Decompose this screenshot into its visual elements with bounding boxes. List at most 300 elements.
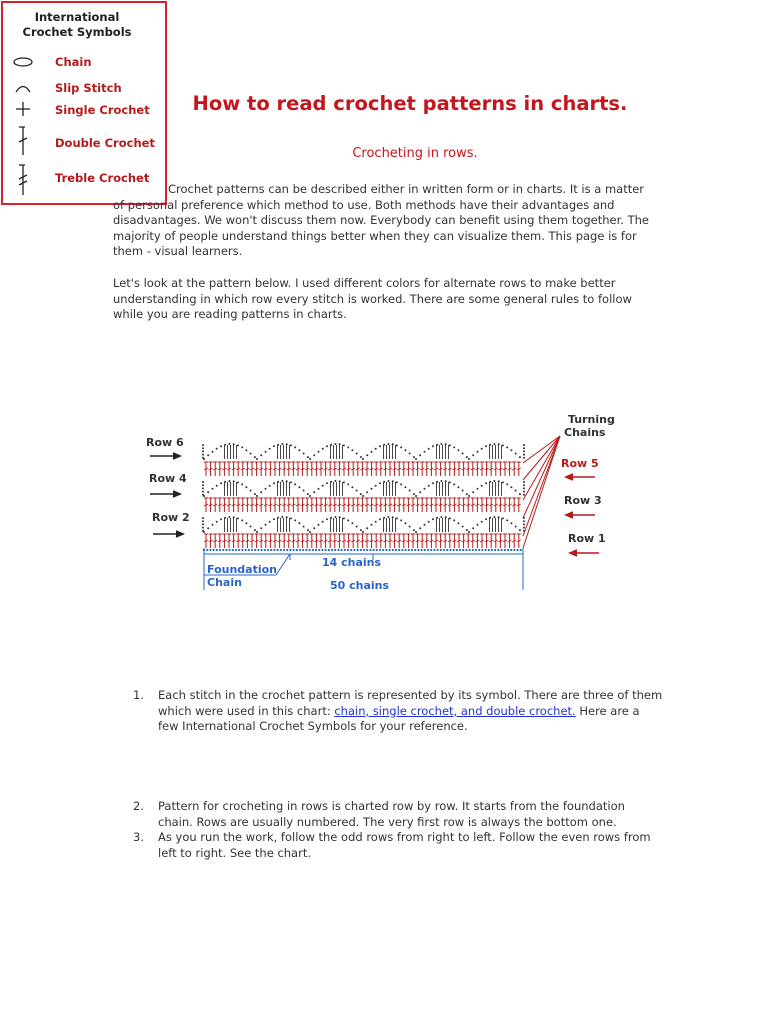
chain-stitch	[419, 527, 421, 529]
symbols-link[interactable]: chain, single crochet, and double crochet.	[334, 703, 576, 718]
chain-stitch	[515, 453, 517, 455]
chain-stitch	[356, 526, 358, 528]
chain-stitch	[379, 482, 381, 484]
chain-stitch	[513, 549, 515, 551]
slip-stitch-icon	[11, 77, 35, 99]
chain-stitch	[344, 549, 346, 551]
chain-stitch	[437, 549, 439, 551]
chain-stitch	[254, 549, 256, 551]
chain-stitch	[351, 449, 353, 451]
chain-stitch	[481, 521, 483, 523]
chain-stitch	[360, 493, 362, 495]
chain-stitch	[510, 549, 512, 551]
chain-stitch	[379, 445, 381, 447]
chain-stitch	[515, 526, 517, 528]
chain-stitch	[293, 549, 295, 551]
second-paragraph: Let's look at the pattern below. I used different colors for alternate rows to make better understanding in which row every stitch is worked. There are some general rules to follow while you are reading patterns in charts.	[113, 276, 632, 322]
chain-stitch	[273, 518, 275, 520]
legend-label: Double Crochet	[55, 136, 155, 150]
chain-stitch	[256, 458, 258, 460]
turning-chain-stitch	[202, 454, 204, 456]
chain-stitch	[216, 549, 218, 551]
list-item	[133, 830, 663, 861]
legend-item-chain	[3, 51, 165, 73]
intro-paragraph: Crochet patterns can be described either in written form or in charts. It is a matter of personal preference which method to use. Both methods have their advantages and disadvantages. We won't discuss them now. Everybody can benefit using them together. The majority of people understand things better when they can visualize them. This page is for them - visual learners.	[113, 182, 649, 259]
arrow-right-icon	[153, 531, 183, 537]
chain-stitch	[267, 549, 269, 551]
chain-stitch	[415, 531, 417, 533]
chain-stitch	[280, 549, 282, 551]
chain-stitch	[222, 549, 224, 551]
chain-stitch	[261, 549, 263, 551]
turning-chain-stitch	[202, 520, 204, 522]
chain-stitch	[493, 480, 495, 482]
legend-label: Treble Crochet	[55, 171, 150, 185]
legend-label: Slip Stitch	[55, 81, 122, 95]
chain-stitch	[347, 446, 349, 448]
chain-stitch	[457, 449, 459, 451]
chain-stitch	[241, 446, 243, 448]
chain-stitch	[466, 456, 468, 458]
chain-stitch	[312, 549, 314, 551]
chain-stitch	[326, 518, 328, 520]
chain-stitch	[497, 549, 499, 551]
chain-stitch	[457, 486, 459, 488]
fourteen-chains-label: 14 chains	[322, 556, 382, 569]
single-crochet-icon	[11, 99, 35, 121]
chain-stitch	[472, 454, 474, 456]
turning-chain-stitch	[202, 457, 204, 459]
chain-stitch	[219, 549, 221, 551]
chain-stitch	[409, 526, 411, 528]
turning-chain-stitch	[523, 450, 525, 452]
chain-stitch	[493, 443, 495, 445]
row-label-2: Row 2	[152, 511, 190, 524]
chain-stitch	[440, 516, 442, 518]
chain-stitch	[307, 529, 309, 531]
chain-stitch	[414, 549, 416, 551]
chain-stitch	[343, 444, 345, 446]
chain-stitch	[241, 483, 243, 485]
chain-stitch	[307, 493, 309, 495]
chain-stitch	[228, 480, 230, 482]
chain-stitch	[334, 549, 336, 551]
row-label-6: Row 6	[146, 436, 184, 449]
chain-stitch	[400, 446, 402, 448]
chain-stitch	[216, 485, 218, 487]
chain-stitch	[371, 451, 373, 453]
chain-stitch	[475, 549, 477, 551]
chain-stitch	[468, 495, 470, 497]
chain-stitch	[318, 451, 320, 453]
chain-stitch	[207, 454, 209, 456]
chain-stitch	[281, 516, 283, 518]
list-item-text: Pattern for crocheting in rows is charted row by row. It starts from the foundation chain. Rows are usually numbered. The very first row is always the bottom one.	[158, 799, 625, 829]
chain-stitch	[506, 446, 508, 448]
turning-chain-stitch	[202, 517, 204, 519]
chain-stitch	[220, 482, 222, 484]
chain-stitch	[510, 522, 512, 524]
chain-stitch	[504, 549, 506, 551]
chain-stitch	[459, 549, 461, 551]
instruction-list-2	[133, 799, 663, 861]
chain-stitch	[449, 444, 451, 446]
chain-stitch	[254, 493, 256, 495]
chain-stitch	[347, 483, 349, 485]
chain-stitch	[248, 549, 250, 551]
chain-stitch	[401, 549, 403, 551]
chain-stitch	[269, 485, 271, 487]
chain-stitch	[334, 516, 336, 518]
chain-stitch	[404, 522, 406, 524]
chain-stitch	[415, 495, 417, 497]
symbol-legend	[1, 1, 167, 205]
row-label-5: Row 5	[561, 457, 599, 470]
chain-stitch	[453, 483, 455, 485]
chain-stitch	[260, 491, 262, 493]
turning-chain-stitch	[523, 523, 525, 525]
chain-stitch	[250, 453, 252, 455]
chain-stitch	[290, 481, 292, 483]
chain-stitch	[207, 527, 209, 529]
chain-stitch	[273, 445, 275, 447]
chain-stitch	[237, 481, 239, 483]
chain-stitch	[362, 458, 364, 460]
chain-stitch	[277, 549, 279, 551]
chain-stitch	[356, 453, 358, 455]
page-subtitle: Crocheting in rows.	[352, 146, 478, 161]
chain-stitch	[313, 491, 315, 493]
chain-stitch	[515, 490, 517, 492]
chain-stitch	[322, 521, 324, 523]
chain-stitch	[286, 549, 288, 551]
legend-item-single-crochet	[3, 99, 165, 121]
chain-stitch	[369, 549, 371, 551]
arrow-right-icon	[150, 491, 180, 497]
chain-stitch	[256, 495, 258, 497]
turning-chain-pointers	[523, 436, 560, 548]
chain-stitch	[313, 454, 315, 456]
chain-stitch	[351, 522, 353, 524]
legend-title: International Crochet Symbols	[22, 10, 132, 39]
chain-stitch	[298, 486, 300, 488]
chain-stitch	[315, 549, 317, 551]
chain-stitch	[449, 549, 451, 551]
chain-stitch	[212, 488, 214, 490]
legend-label: Single Crochet	[55, 103, 150, 117]
legend-item-double-crochet	[3, 125, 165, 157]
chain-stitch	[264, 549, 266, 551]
chain-stitch	[265, 451, 267, 453]
chain-stitch	[294, 446, 296, 448]
chain-stitch	[462, 453, 464, 455]
chain-stitch	[347, 549, 349, 551]
chain-stitch	[303, 490, 305, 492]
chain-stitch	[396, 517, 398, 519]
turning-chain-stitch	[202, 450, 204, 452]
chain-stitch	[273, 549, 275, 551]
fifty-chains-label: 50 chains	[330, 579, 390, 592]
chain-stitch	[265, 488, 267, 490]
chain-stitch	[298, 449, 300, 451]
chain-stitch	[212, 524, 214, 526]
chain-stitch	[270, 549, 272, 551]
chain-stitch	[216, 521, 218, 523]
chain-stitch	[462, 526, 464, 528]
chain-stitch	[299, 549, 301, 551]
chain-stitch	[241, 519, 243, 521]
chain-stitch	[387, 480, 389, 482]
chain-stitch	[408, 549, 410, 551]
chain-stitch	[206, 549, 208, 551]
chain-stitch	[430, 549, 432, 551]
turning-chain-stitch	[523, 447, 525, 449]
chain-stitch	[290, 517, 292, 519]
chain-stitch	[520, 549, 522, 551]
list-number: 3.	[133, 830, 144, 845]
chain-stitch	[360, 549, 362, 551]
turning-chain-stitch	[202, 530, 204, 532]
turning-chain-stitch	[202, 491, 204, 493]
legend-label: Chain	[55, 55, 92, 69]
chain-stitch	[373, 549, 375, 551]
chain-stitch	[477, 451, 479, 453]
chain-stitch	[326, 482, 328, 484]
chain-stitch	[493, 516, 495, 518]
chain-stitch	[428, 521, 430, 523]
list-item	[133, 688, 663, 735]
chain-stitch	[357, 549, 359, 551]
chain-stitch	[502, 481, 504, 483]
chain-stitch	[318, 488, 320, 490]
chain-stitch	[392, 549, 394, 551]
turning-chain-stitch	[202, 523, 204, 525]
double-crochet-icon	[11, 125, 35, 157]
chain-stitch	[419, 491, 421, 493]
chain-stitch	[269, 521, 271, 523]
chain-stitch	[466, 493, 468, 495]
chain-stitch	[228, 443, 230, 445]
treble-crochet-icon	[11, 163, 35, 197]
chain-stitch	[398, 549, 400, 551]
chain-stitch	[427, 549, 429, 551]
chain-stitch	[465, 549, 467, 551]
foundation-chain-label: Foundation Chain	[207, 563, 278, 589]
chain-stitch	[303, 526, 305, 528]
list-item-text: Here are a few International Crochet Symbols for your reference.	[158, 703, 640, 734]
turning-chain-stitch	[523, 520, 525, 522]
instruction-list-1	[133, 688, 663, 735]
chain-stitch	[343, 517, 345, 519]
turning-chain-stitch	[523, 494, 525, 496]
arrow-left-icon	[566, 474, 595, 480]
row-label-3: Row 3	[564, 494, 602, 507]
chain-stitch	[238, 549, 240, 551]
chain-stitch	[220, 445, 222, 447]
chain-stitch	[517, 549, 519, 551]
chain-stitch	[366, 491, 368, 493]
chain-stitch	[389, 549, 391, 551]
chain-stitch	[241, 549, 243, 551]
chain-stitch	[472, 527, 474, 529]
chain-stitch	[228, 516, 230, 518]
chain-stitch	[307, 456, 309, 458]
chain-stitch	[501, 549, 503, 551]
chain-stitch	[502, 444, 504, 446]
chain-stitch	[303, 453, 305, 455]
chain-stitch	[207, 491, 209, 493]
chain-stitch	[375, 485, 377, 487]
chain-stitch	[376, 549, 378, 551]
chain-stitch	[477, 524, 479, 526]
chain-stitch	[462, 549, 464, 551]
chain-stitch	[322, 485, 324, 487]
chain-stitch	[506, 519, 508, 521]
chain-stitch	[396, 444, 398, 446]
turning-chain-stitch	[202, 484, 204, 486]
chain-stitch	[254, 529, 256, 531]
chain-stitch	[449, 517, 451, 519]
chain-stitch	[366, 549, 368, 551]
chain-stitch	[432, 482, 434, 484]
chain-stitch	[281, 443, 283, 445]
chain-stitch	[326, 445, 328, 447]
turning-chain-stitch	[202, 481, 204, 483]
chain-stitch	[506, 483, 508, 485]
chain-stitch	[411, 549, 413, 551]
chain-icon	[11, 51, 35, 73]
chain-stitch	[328, 549, 330, 551]
chain-stitch	[387, 443, 389, 445]
chain-stitch	[468, 458, 470, 460]
chain-stitch	[334, 443, 336, 445]
chain-stitch	[294, 519, 296, 521]
chart-stitches	[202, 443, 525, 551]
chain-stitch	[485, 445, 487, 447]
chain-stitch	[375, 448, 377, 450]
chain-stitch	[318, 549, 320, 551]
chain-stitch	[325, 549, 327, 551]
chain-stitch	[281, 480, 283, 482]
chain-stitch	[396, 481, 398, 483]
chain-stitch	[478, 549, 480, 551]
chain-stitch	[321, 549, 323, 551]
chain-stitch	[302, 549, 304, 551]
chain-stitch	[309, 531, 311, 533]
legend-item-slip-stitch	[3, 77, 165, 99]
chain-stitch	[257, 549, 259, 551]
chain-stitch	[366, 527, 368, 529]
chain-stitch	[366, 454, 368, 456]
chain-stitch	[245, 549, 247, 551]
chain-stitch	[446, 549, 448, 551]
chain-stitch	[371, 524, 373, 526]
chain-stitch	[462, 490, 464, 492]
chain-stitch	[519, 529, 521, 531]
chain-stitch	[428, 485, 430, 487]
chain-stitch	[413, 456, 415, 458]
chain-stitch	[237, 444, 239, 446]
chain-stitch	[220, 518, 222, 520]
chain-stitch	[507, 549, 509, 551]
chain-stitch	[415, 458, 417, 460]
chain-stitch	[440, 443, 442, 445]
turning-chain-stitch	[523, 454, 525, 456]
chain-stitch	[404, 449, 406, 451]
chain-stitch	[362, 531, 364, 533]
chain-stitch	[405, 549, 407, 551]
chain-stitch	[413, 493, 415, 495]
chain-stitch	[519, 493, 521, 495]
chain-stitch	[481, 549, 483, 551]
chain-stitch	[250, 526, 252, 528]
turning-chain-stitch	[523, 457, 525, 459]
chain-stitch	[375, 521, 377, 523]
chain-stitch	[472, 549, 474, 551]
chain-stitch	[519, 456, 521, 458]
chain-stitch	[343, 481, 345, 483]
chain-stitch	[334, 480, 336, 482]
chain-stitch	[318, 524, 320, 526]
chain-stitch	[510, 486, 512, 488]
chain-stitch	[468, 531, 470, 533]
arrow-left-icon	[566, 512, 595, 518]
chain-stitch	[283, 549, 285, 551]
chain-stitch	[269, 448, 271, 450]
chain-stitch	[485, 518, 487, 520]
list-item	[133, 799, 663, 830]
chain-stitch	[400, 483, 402, 485]
chain-stitch	[485, 482, 487, 484]
chain-stitch	[440, 549, 442, 551]
chain-stitch	[331, 549, 333, 551]
chain-stitch	[413, 529, 415, 531]
turning-chain-stitch	[523, 487, 525, 489]
arrow-left-icon	[570, 550, 599, 556]
chain-stitch	[379, 518, 381, 520]
chain-stitch	[477, 488, 479, 490]
chain-stitch	[432, 445, 434, 447]
chain-stitch	[254, 456, 256, 458]
turning-chain-stitch	[202, 447, 204, 449]
page-title: How to read crochet patterns in charts.	[192, 92, 628, 115]
list-number: 1.	[133, 688, 144, 702]
turning-chain-stitch	[523, 481, 525, 483]
chain-stitch	[417, 549, 419, 551]
turning-chain-stitch	[523, 484, 525, 486]
chain-stitch	[469, 549, 471, 551]
chain-stitch	[494, 549, 496, 551]
chain-stitch	[245, 449, 247, 451]
chain-stitch	[424, 549, 426, 551]
chain-stitch	[433, 549, 435, 551]
chain-stitch	[379, 549, 381, 551]
chain-stitch	[453, 446, 455, 448]
chain-stitch	[453, 519, 455, 521]
chain-stitch	[491, 549, 493, 551]
chain-stitch	[353, 549, 355, 551]
crochet-chart	[140, 408, 630, 593]
chain-stitch	[481, 485, 483, 487]
turning-chains-label: Turning Chains	[564, 413, 615, 439]
chain-stitch	[298, 522, 300, 524]
chain-stitch	[440, 480, 442, 482]
chain-stitch	[237, 517, 239, 519]
chain-stitch	[232, 549, 234, 551]
list-item-text: Each stitch in the crochet pattern is represented by its symbol. There are three of them which were used in this chart:	[158, 688, 663, 718]
chain-stitch	[395, 549, 397, 551]
chain-stitch	[273, 482, 275, 484]
